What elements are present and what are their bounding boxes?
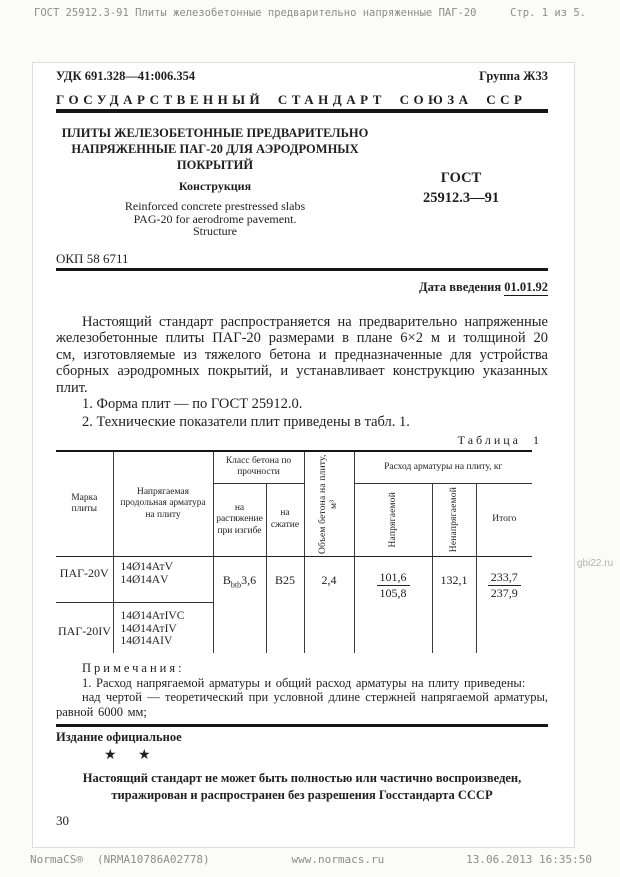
cell-total-consumption: [476, 557, 532, 653]
col-header-consumption: Расход арматуры на плиту, кг: [354, 451, 532, 483]
col-header-total: Итого: [476, 483, 532, 556]
note-1a: над чертой — теоретический при условной длине стержней напрягаемой арматуры, равной 6000 мм;: [56, 690, 548, 719]
english-title-line: Structure: [193, 224, 237, 238]
cell-prestressed-consumption: [354, 557, 432, 653]
cell-nonprestressed-consumption: 132,1: [432, 557, 476, 653]
prestressed-theoretical: 101,6: [377, 571, 410, 586]
table-header-group-row: [56, 451, 532, 483]
footer-datetime: 13.06.2013 16:35:50: [466, 853, 592, 866]
document-title-line: НАПРЯЖЕННЫЕ ПАГ-20 ДЛЯ АЭРОДРОМНЫХ: [71, 142, 359, 156]
english-title-line: Reinforced concrete prestressed slabs: [124, 199, 306, 213]
copyright-notice: [56, 770, 548, 804]
class-tension-value: 3,6: [241, 573, 257, 587]
okp-rule: [56, 268, 548, 271]
gost-number: 25912.3—91: [422, 190, 500, 206]
col-header-marka: Марка плиты: [56, 451, 113, 557]
cell-marka-2: ПАГ-20IV: [58, 623, 111, 638]
list-item-2: 2. Технические показатели плит приведены в табл. 1.: [82, 413, 410, 430]
edition-official: Издание официальное: [56, 729, 182, 744]
cell-armatura-2: [113, 603, 213, 653]
introduction-date-row: [56, 280, 548, 295]
udk-code: УДК 691.328—41:006.354: [56, 69, 196, 83]
viewer-bottom-bar: [30, 853, 592, 866]
intro-paragraph: Настоящий стандарт распространяется на предварительно напряженные железобетонные плиты ПАГ-20 размерами в плане 6×2 м и толщиной 20 см, изготовляемые из тяжелого бетона и предназначенные для устройства сборных аэродромных покрытий, и устанавливает конструкцию указанных плит.: [56, 313, 548, 396]
col-header-volume: [304, 451, 354, 557]
english-title-line: PAG-20 for aerodrome pavement.: [133, 211, 297, 226]
udk-row: [56, 69, 548, 84]
col-header-compression: на сжатие: [266, 483, 304, 556]
col-header-armatura: Напрягаемая продольная арматура на плиту: [113, 451, 213, 557]
total-actual: 237,9: [490, 586, 518, 600]
state-standard-heading: ГОСУДАРСТВЕННЫЙ СТАНДАРТ СОЮЗА ССР: [56, 92, 527, 107]
footer-url: www.normacs.ru: [291, 853, 385, 866]
page-number: 30: [56, 812, 69, 828]
prestressed-actual: 105,8: [379, 586, 407, 600]
armatura-line: 14Ø14АV: [120, 573, 169, 586]
col-header-concrete-class: Класс бетона по прочности: [213, 451, 304, 483]
viewer-page-info: Стр. 1 из 5.: [510, 7, 586, 19]
edition-rule: [56, 724, 548, 727]
total-theoretical: 233,7: [488, 571, 521, 586]
gost-label: ГОСТ: [440, 170, 482, 186]
armatura-line: 14Ø14АIV: [120, 635, 173, 647]
okp-code: ОКП 58 6711: [56, 250, 129, 266]
cell-class-compression: В25: [266, 557, 304, 653]
introduction-date-label: Дата введения: [419, 279, 502, 294]
cell-volume: 2,4: [304, 557, 354, 653]
col-header-prestressed: [354, 483, 432, 556]
cell-class-tension: [213, 557, 266, 653]
group-code: Группа Ж33: [479, 69, 548, 83]
footer-app-name: NormaCS®: [30, 853, 83, 866]
heading-rule: [56, 109, 548, 113]
viewer-document-title: ГОСТ 25912.3-91 Плиты железобетонные предварительно напряженные ПАГ-20: [34, 7, 477, 19]
total-fraction: [488, 571, 521, 600]
table-caption: Таблица 1: [457, 433, 542, 447]
col-header-nonprestressed-label: Ненапрягаемой: [448, 487, 459, 553]
viewer-top-bar: [34, 7, 586, 19]
english-title-block: [56, 200, 374, 238]
technical-indicators-table: [56, 450, 532, 653]
footer-app-group: [30, 853, 210, 866]
armatura-line: 14Ø14АтIV: [120, 622, 177, 635]
list-item-1: 1. Форма плит — по ГОСТ 25912.0.: [82, 396, 303, 412]
document-page: [32, 62, 575, 848]
copyright-line: тиражирован и распространен без разрешения Госстандарта СССР: [111, 787, 493, 802]
class-tension-subscript: btb: [230, 580, 242, 590]
copyright-line: Настоящий стандарт не может быть полностью или частично воспроизведен,: [82, 770, 522, 785]
document-title-line: ПЛИТЫ ЖЕЛЕЗОБЕТОННЫЕ ПРЕДВАРИТЕЛЬНО: [61, 126, 369, 140]
notes-heading: Примечания:: [82, 660, 185, 675]
title-area: [56, 125, 548, 238]
armatura-line: 14Ø14АтIVС: [120, 610, 185, 622]
introduction-date-value: 01.01.92: [504, 279, 548, 294]
col-header-volume-label: Объем бетона на плиту, м³: [318, 454, 340, 554]
class-tension-base: B: [222, 573, 231, 587]
document-title-line: ПОКРЫТИЙ: [176, 158, 254, 172]
table-row-pag20v: [56, 557, 532, 603]
stars-ornament: ★ ★: [104, 747, 160, 763]
col-header-prestressed-label: Напрягаемой: [387, 492, 398, 548]
footer-license-code: (NRMA10786A02778): [96, 853, 210, 866]
cell-armatura-1: [113, 557, 213, 603]
prestressed-fraction: [377, 571, 410, 600]
watermark-gbi22: gbi22.ru: [577, 558, 614, 569]
col-header-nonprestressed: [432, 483, 476, 556]
cell-marka-1: ПАГ-20V: [56, 557, 113, 603]
gost-number-block: [374, 125, 548, 238]
armatura-line: 14Ø14АтV: [120, 561, 173, 573]
document-subtitle: Конструкция: [178, 179, 252, 193]
title-block: [56, 125, 374, 238]
col-header-tension: на растяжение при изгибе: [213, 483, 266, 556]
note-1: 1. Расход напрягаемой арматуры и общий расход арматуры на плиту приведены:: [82, 675, 526, 690]
